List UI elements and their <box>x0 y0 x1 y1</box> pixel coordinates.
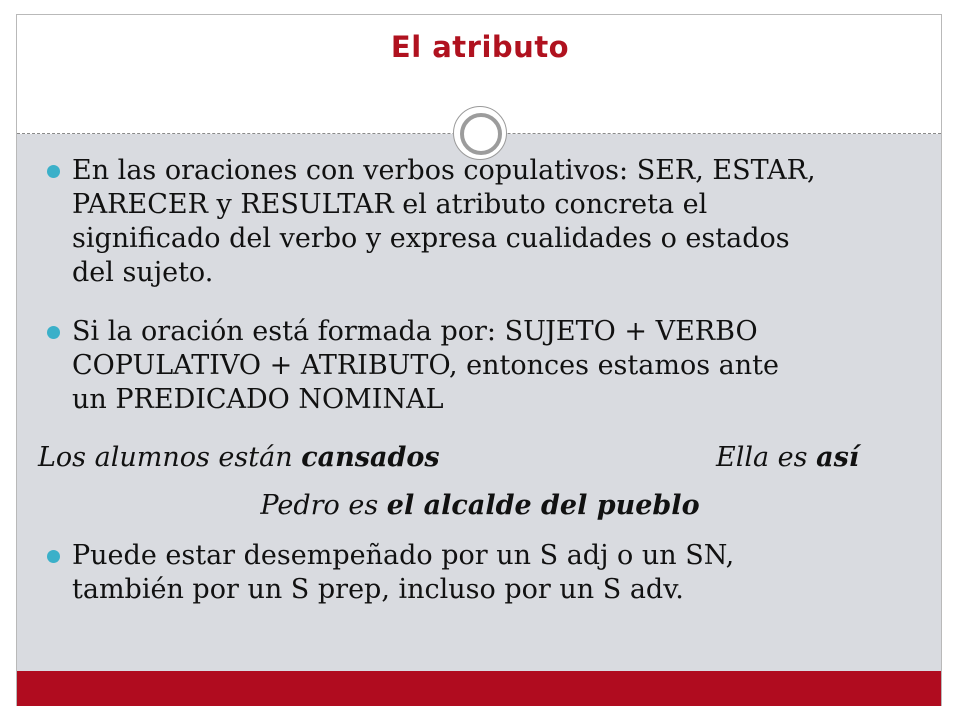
bullet-line: En las oraciones con verbos copulativos: SER, ESTAR, <box>72 155 816 186</box>
footer-bar <box>17 671 941 706</box>
bullet-text <box>72 315 779 417</box>
circle-ornament-icon <box>453 106 507 160</box>
example-3-text: Pedro es <box>260 490 387 521</box>
bullet-line: significado del verbo y expresa cualidades o estados <box>72 223 790 254</box>
example-2 <box>716 441 859 475</box>
example-2-text: Ella es <box>716 442 817 473</box>
example-3-atributo: el alcalde del pueblo <box>386 490 700 521</box>
bullet-text <box>72 154 816 290</box>
example-1-atributo: cansados <box>301 442 440 473</box>
bullet-line: también por un S prep, incluso por un S adv. <box>72 574 684 605</box>
bullet-text <box>72 539 734 607</box>
bullet-icon <box>47 165 60 178</box>
bullet-icon <box>47 326 60 339</box>
example-3 <box>0 489 960 523</box>
example-2-atributo: así <box>816 442 860 473</box>
bullet-line: un PREDICADO NOMINAL <box>72 384 444 415</box>
bullet-line: COPULATIVO + ATRIBUTO, entonces estamos ante <box>72 350 779 381</box>
bullet-line: Puede estar desempeñado por un S adj o un SN, <box>72 540 735 571</box>
bullet-line: Si la oración está formada por: SUJETO + VERBO <box>72 316 758 347</box>
bullet-icon <box>47 550 60 563</box>
example-1-text: Los alumnos están <box>38 442 302 473</box>
bullet-line: del sujeto. <box>72 257 214 288</box>
bullet-line: PARECER y RESULTAR el atributo concreta el <box>72 189 708 220</box>
example-1 <box>38 441 440 475</box>
slide-title: El atributo <box>390 30 570 64</box>
